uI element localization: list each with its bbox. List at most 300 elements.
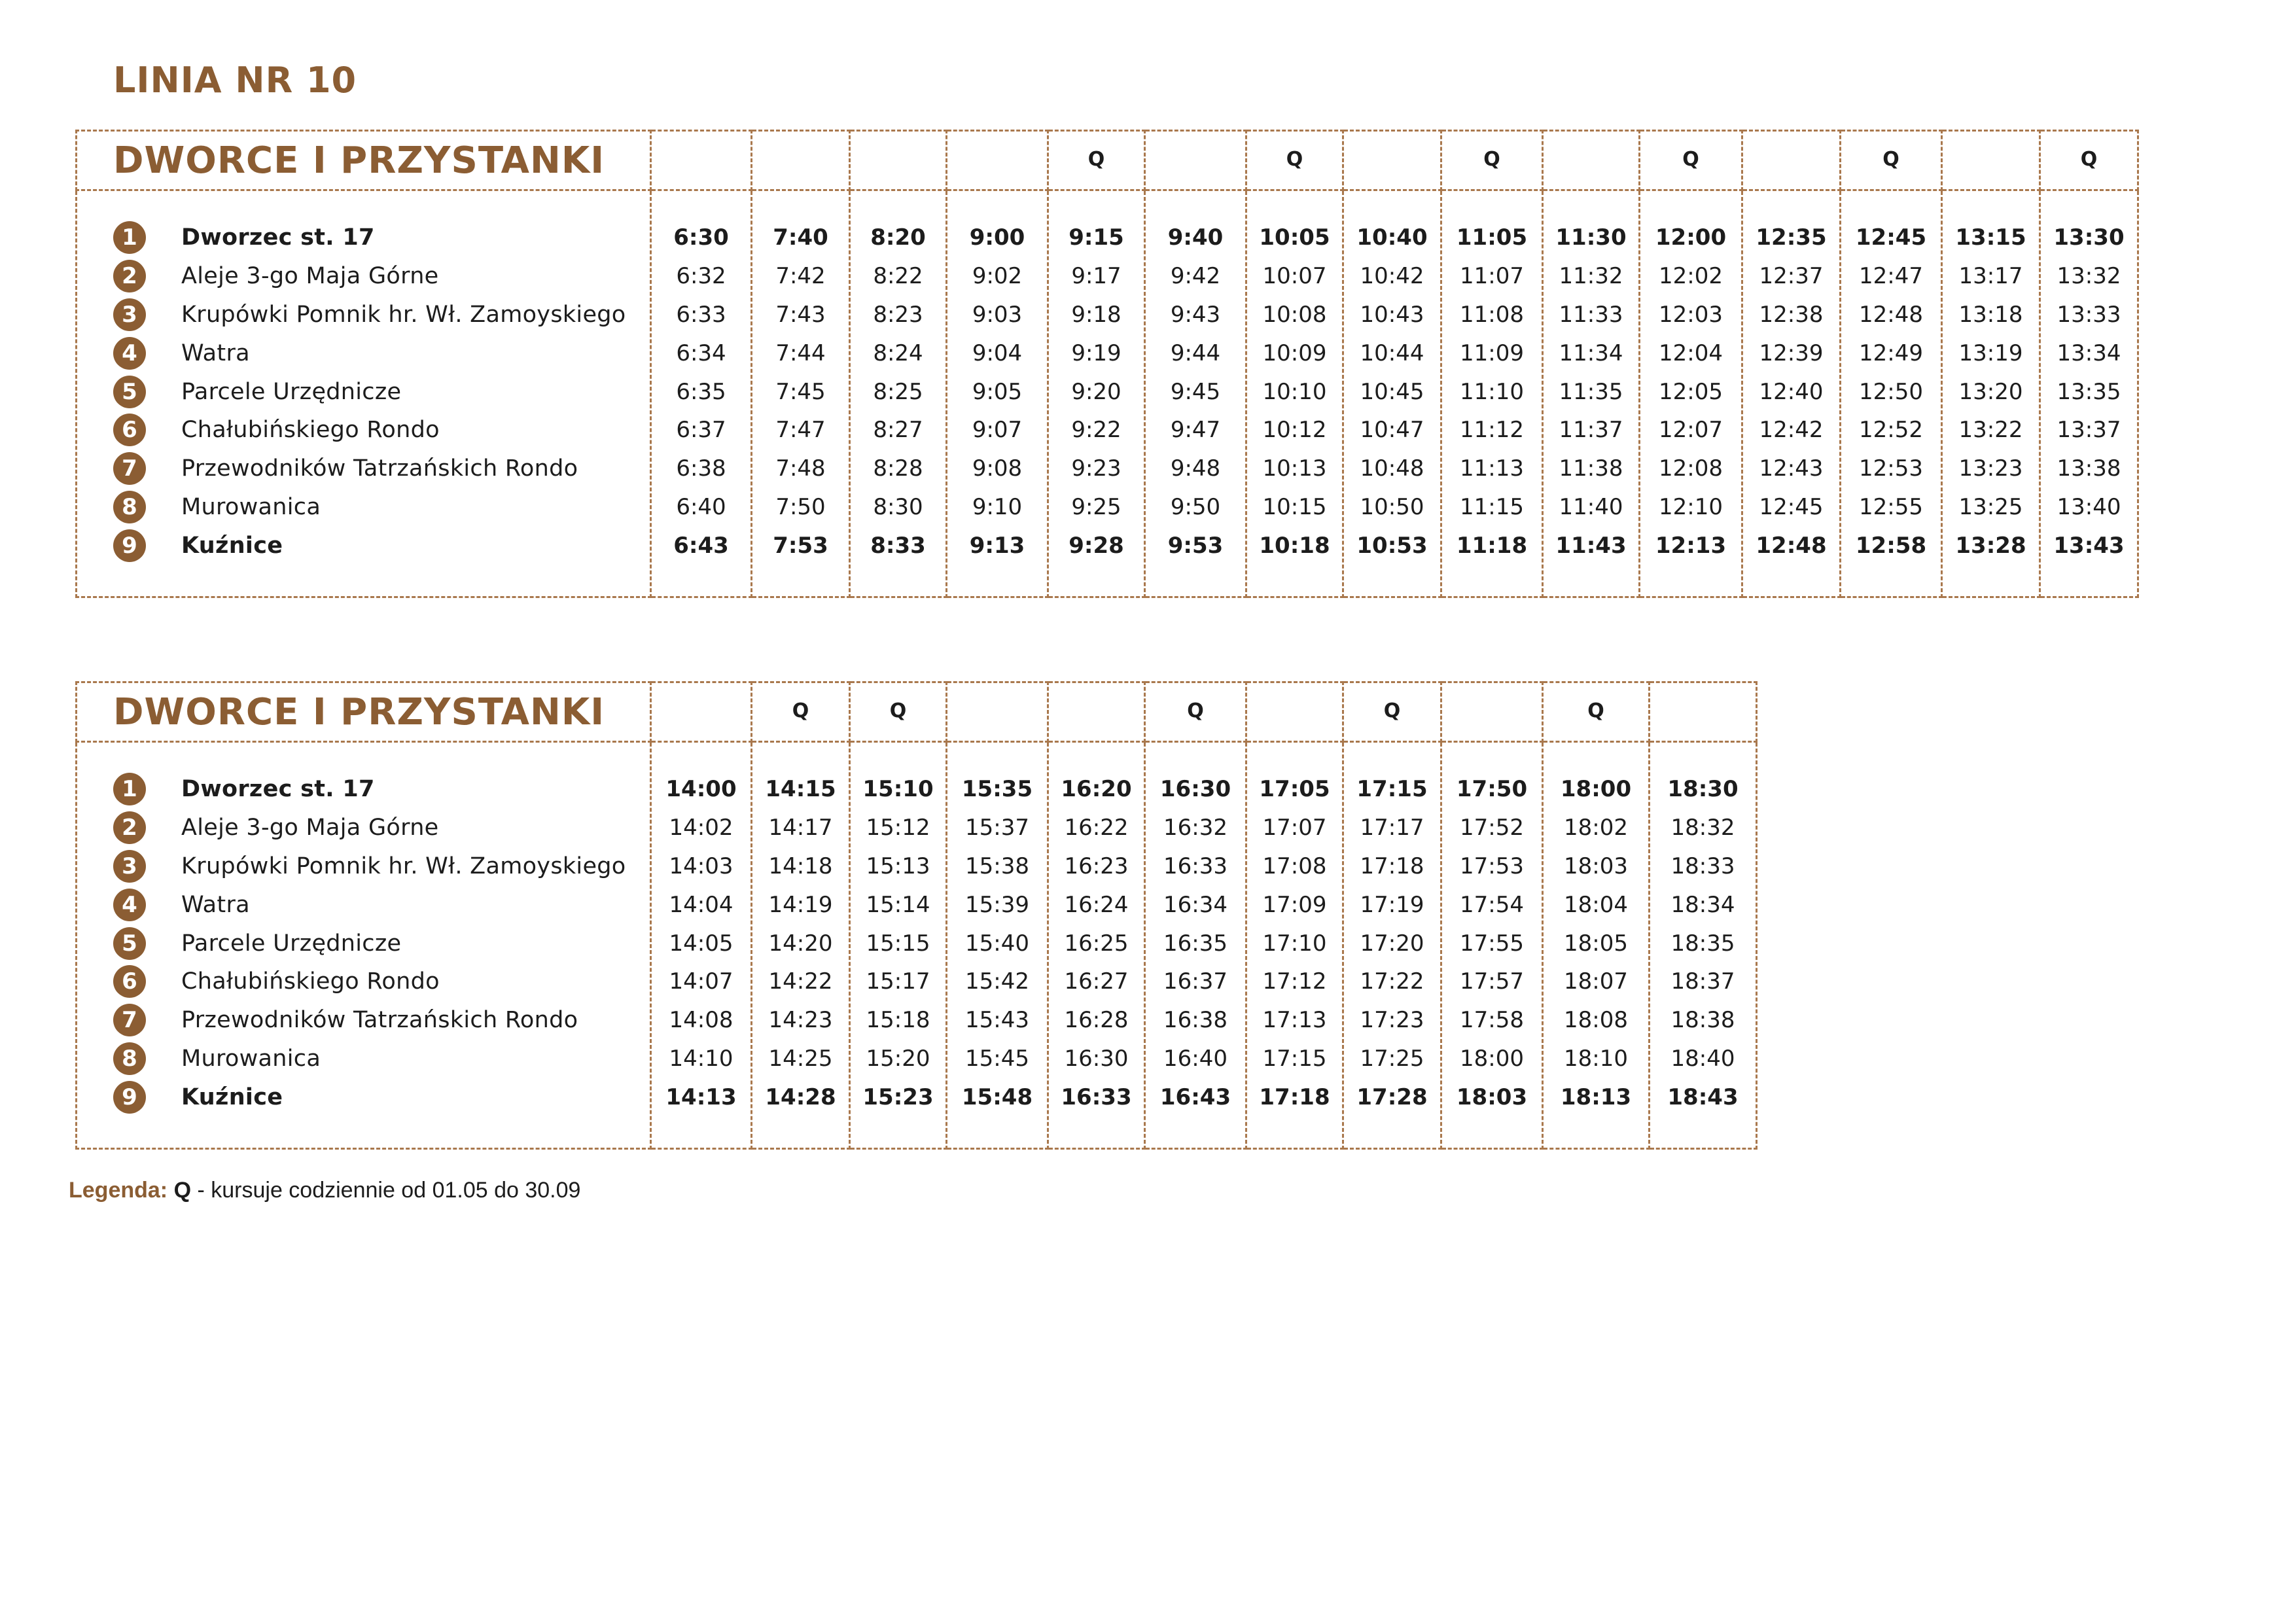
departure-time: 18:38 bbox=[1670, 1007, 1735, 1034]
departure-time: 10:15 bbox=[1262, 493, 1327, 520]
departure-time: 9:05 bbox=[972, 378, 1023, 405]
departure-time: 8:20 bbox=[870, 224, 926, 251]
departure-time: 9:15 bbox=[1069, 224, 1124, 251]
departure-time: 15:10 bbox=[862, 776, 934, 803]
stop-row bbox=[113, 962, 650, 1001]
departure-time: 7:50 bbox=[775, 493, 826, 520]
departure-time: 14:10 bbox=[669, 1045, 733, 1072]
departure-time: 12:42 bbox=[1759, 417, 1824, 444]
departure-time: 9:23 bbox=[1071, 455, 1122, 482]
departure-time: 17:12 bbox=[1262, 968, 1327, 995]
stop-row bbox=[113, 526, 650, 565]
departure-column bbox=[1247, 743, 1342, 1116]
departure-time: 11:05 bbox=[1456, 224, 1528, 251]
departure-time: 9:02 bbox=[972, 263, 1023, 290]
timetable-morning bbox=[75, 130, 2139, 598]
stop-row bbox=[113, 847, 650, 886]
departure-time: 6:33 bbox=[676, 301, 726, 328]
departure-time: 12:38 bbox=[1759, 301, 1824, 328]
departure-time: 15:42 bbox=[965, 968, 1029, 995]
departure-time: 12:05 bbox=[1659, 378, 1723, 405]
departure-time: 6:37 bbox=[676, 417, 726, 444]
departure-time: 13:20 bbox=[1958, 378, 2023, 405]
departure-time: 14:17 bbox=[768, 815, 833, 841]
departure-column bbox=[1841, 191, 1941, 565]
departure-time: 15:18 bbox=[866, 1007, 930, 1034]
departure-time: 12:35 bbox=[1756, 224, 1827, 251]
departure-time: 17:23 bbox=[1360, 1007, 1424, 1034]
departure-time: 10:08 bbox=[1262, 301, 1327, 328]
departure-time: 15:12 bbox=[866, 815, 930, 841]
departure-time: 9:28 bbox=[1069, 532, 1124, 559]
departure-time: 18:04 bbox=[1564, 891, 1628, 918]
departure-time: 10:43 bbox=[1360, 301, 1424, 328]
departure-time: 11:12 bbox=[1460, 417, 1524, 444]
column-mark bbox=[1650, 682, 1757, 742]
departure-time: 10:48 bbox=[1360, 455, 1424, 482]
departure-time: 9:45 bbox=[1170, 378, 1221, 405]
departure-time: 15:23 bbox=[862, 1084, 934, 1110]
departure-time: 13:40 bbox=[2057, 493, 2121, 520]
departure-time: 13:37 bbox=[2057, 417, 2121, 444]
departure-time: 9:03 bbox=[972, 301, 1023, 328]
stop-number-badge: 2 bbox=[113, 260, 146, 292]
departure-column bbox=[1146, 191, 1245, 565]
departure-time: 9:44 bbox=[1170, 340, 1221, 366]
departure-time: 13:38 bbox=[2057, 455, 2121, 482]
stop-row bbox=[113, 809, 650, 847]
stop-row bbox=[113, 488, 650, 527]
departure-time: 11:35 bbox=[1559, 378, 1623, 405]
departure-time: 11:38 bbox=[1559, 455, 1623, 482]
departure-time: 9:19 bbox=[1071, 340, 1122, 366]
departure-time: 7:44 bbox=[775, 340, 826, 366]
departure-time: 9:13 bbox=[969, 532, 1025, 559]
stop-number-badge: 4 bbox=[113, 889, 146, 921]
departure-time: 14:02 bbox=[669, 815, 733, 841]
departure-time: 12:45 bbox=[1759, 493, 1824, 520]
departure-time: 13:34 bbox=[2057, 340, 2121, 366]
departure-time: 13:33 bbox=[2057, 301, 2121, 328]
departure-time: 12:39 bbox=[1759, 340, 1824, 366]
departure-time: 16:25 bbox=[1064, 930, 1129, 957]
departure-time: 9:20 bbox=[1071, 378, 1122, 405]
departure-time: 10:07 bbox=[1262, 263, 1327, 290]
departure-time: 15:45 bbox=[965, 1045, 1029, 1072]
departure-time: 18:30 bbox=[1667, 776, 1739, 803]
departure-time: 16:37 bbox=[1163, 968, 1227, 995]
departure-time: 9:53 bbox=[1167, 532, 1224, 559]
stop-row bbox=[113, 257, 650, 296]
page-title: LINIA NR 10 bbox=[113, 60, 357, 101]
departure-time: 14:18 bbox=[768, 853, 833, 879]
departure-time: 9:10 bbox=[972, 493, 1023, 520]
stop-name: Przewodników Tatrzańskich Rondo bbox=[181, 1007, 578, 1034]
departure-time: 15:20 bbox=[866, 1045, 930, 1072]
departure-time: 13:43 bbox=[2053, 532, 2125, 559]
column-mark bbox=[1942, 131, 2040, 190]
column-mark: Q bbox=[1145, 682, 1246, 742]
departure-time: 9:25 bbox=[1071, 493, 1122, 520]
departure-time: 17:18 bbox=[1259, 1084, 1330, 1110]
departure-time: 18:08 bbox=[1564, 1007, 1628, 1034]
departure-time: 17:15 bbox=[1262, 1045, 1327, 1072]
stop-list bbox=[77, 191, 650, 596]
departure-time: 17:15 bbox=[1356, 776, 1428, 803]
departure-time: 11:33 bbox=[1559, 301, 1623, 328]
departure-time: 11:08 bbox=[1460, 301, 1524, 328]
departure-time: 6:32 bbox=[676, 263, 726, 290]
departure-time: 17:53 bbox=[1460, 853, 1524, 879]
departure-time: 14:07 bbox=[669, 968, 733, 995]
departure-column bbox=[1650, 743, 1756, 1116]
departure-column bbox=[947, 191, 1047, 565]
departure-time: 12:02 bbox=[1659, 263, 1723, 290]
departure-time: 12:49 bbox=[1859, 340, 1923, 366]
departure-time: 12:03 bbox=[1659, 301, 1723, 328]
departure-time: 9:42 bbox=[1170, 263, 1221, 290]
departure-time: 15:14 bbox=[866, 891, 930, 918]
departure-time: 13:30 bbox=[2053, 224, 2125, 251]
departure-time: 18:05 bbox=[1564, 930, 1628, 957]
departure-time: 11:09 bbox=[1460, 340, 1524, 366]
departure-time: 9:47 bbox=[1170, 417, 1221, 444]
column-mark bbox=[947, 682, 1048, 742]
departure-time: 14:20 bbox=[768, 930, 833, 957]
departure-time: 6:40 bbox=[676, 493, 726, 520]
stop-number-badge: 2 bbox=[113, 811, 146, 844]
departure-time: 15:13 bbox=[866, 853, 930, 879]
column-mark bbox=[1246, 682, 1343, 742]
legend-text: - kursuje codziennie od 01.05 do 30.09 bbox=[191, 1178, 581, 1203]
departure-time: 6:30 bbox=[673, 224, 729, 251]
departure-time: 10:45 bbox=[1360, 378, 1424, 405]
departure-column bbox=[1943, 191, 2039, 565]
departure-time: 17:25 bbox=[1360, 1045, 1424, 1072]
departure-time: 17:10 bbox=[1262, 930, 1327, 957]
departure-time: 9:07 bbox=[972, 417, 1023, 444]
timetable-afternoon bbox=[75, 681, 1757, 1150]
departure-time: 18:33 bbox=[1670, 853, 1735, 879]
departure-time: 14:25 bbox=[768, 1045, 833, 1072]
departure-time: 14:13 bbox=[665, 1084, 737, 1110]
departure-time: 17:50 bbox=[1456, 776, 1528, 803]
departure-time: 9:40 bbox=[1167, 224, 1224, 251]
departure-time: 10:05 bbox=[1259, 224, 1330, 251]
legend-symbol: Q bbox=[173, 1178, 192, 1203]
departure-column bbox=[1640, 191, 1741, 565]
departure-time: 15:48 bbox=[961, 1084, 1033, 1110]
departure-time: 14:23 bbox=[768, 1007, 833, 1034]
stop-number-badge: 1 bbox=[113, 773, 146, 805]
departure-time: 8:25 bbox=[873, 378, 923, 405]
departure-time: 14:28 bbox=[765, 1084, 836, 1110]
departure-time: 16:23 bbox=[1064, 853, 1129, 879]
departure-time: 8:22 bbox=[873, 263, 923, 290]
stop-number-badge: 7 bbox=[113, 1004, 146, 1036]
departure-time: 17:54 bbox=[1460, 891, 1524, 918]
departure-time: 12:52 bbox=[1859, 417, 1923, 444]
departure-time: 17:13 bbox=[1262, 1007, 1327, 1034]
departure-time: 18:03 bbox=[1456, 1084, 1528, 1110]
departure-time: 14:19 bbox=[768, 891, 833, 918]
stop-name: Parcele Urzędnicze bbox=[181, 378, 402, 405]
departure-time: 17:22 bbox=[1360, 968, 1424, 995]
departure-time: 8:24 bbox=[873, 340, 923, 366]
departure-time: 14:03 bbox=[669, 853, 733, 879]
departure-time: 16:43 bbox=[1159, 1084, 1231, 1110]
table-header-label: DWORCE I PRZYSTANKI bbox=[77, 131, 651, 190]
departure-time: 18:07 bbox=[1564, 968, 1628, 995]
departure-column bbox=[947, 743, 1047, 1116]
column-mark bbox=[1742, 131, 1841, 190]
departure-time: 9:18 bbox=[1071, 301, 1122, 328]
departure-column bbox=[1344, 191, 1440, 565]
stop-number-badge: 3 bbox=[113, 298, 146, 331]
column-mark: Q bbox=[1048, 131, 1145, 190]
departure-time: 10:09 bbox=[1262, 340, 1327, 366]
departure-time: 12:07 bbox=[1659, 417, 1723, 444]
departure-time: 17:55 bbox=[1460, 930, 1524, 957]
stop-row bbox=[113, 372, 650, 411]
stop-row bbox=[113, 885, 650, 924]
stop-number-badge: 7 bbox=[113, 452, 146, 485]
departure-time: 14:15 bbox=[765, 776, 836, 803]
departure-time: 12:40 bbox=[1759, 378, 1824, 405]
column-mark: Q bbox=[2040, 131, 2138, 190]
departure-time: 10:42 bbox=[1360, 263, 1424, 290]
column-mark bbox=[651, 682, 752, 742]
departure-time: 10:40 bbox=[1356, 224, 1428, 251]
stop-number-badge: 5 bbox=[113, 927, 146, 960]
departure-time: 10:12 bbox=[1262, 417, 1327, 444]
stop-row bbox=[113, 770, 650, 809]
departure-time: 11:34 bbox=[1559, 340, 1623, 366]
departure-time: 7:42 bbox=[775, 263, 826, 290]
departure-time: 9:17 bbox=[1071, 263, 1122, 290]
stop-row bbox=[113, 1040, 650, 1078]
departure-time: 18:40 bbox=[1670, 1045, 1735, 1072]
column-mark: Q bbox=[1343, 682, 1441, 742]
stop-name: Parcele Urzędnicze bbox=[181, 930, 402, 957]
column-mark bbox=[651, 131, 752, 190]
departure-time: 8:23 bbox=[873, 301, 923, 328]
departure-time: 16:40 bbox=[1163, 1045, 1227, 1072]
departure-time: 10:50 bbox=[1360, 493, 1424, 520]
stop-name: Murowanica bbox=[181, 1045, 321, 1072]
departure-time: 18:10 bbox=[1564, 1045, 1628, 1072]
stop-name: Chałubińskiego Rondo bbox=[181, 968, 440, 995]
departure-time: 9:43 bbox=[1170, 301, 1221, 328]
stop-row bbox=[113, 411, 650, 450]
departure-time: 8:33 bbox=[870, 532, 926, 559]
stop-row bbox=[113, 450, 650, 488]
column-mark bbox=[1343, 131, 1441, 190]
column-mark bbox=[850, 131, 947, 190]
departure-time: 11:43 bbox=[1555, 532, 1627, 559]
stop-row bbox=[113, 296, 650, 334]
departure-time: 6:35 bbox=[676, 378, 726, 405]
departure-time: 12:04 bbox=[1659, 340, 1723, 366]
departure-time: 15:43 bbox=[965, 1007, 1029, 1034]
departure-time: 8:28 bbox=[873, 455, 923, 482]
departure-time: 13:15 bbox=[1955, 224, 2026, 251]
departure-time: 15:35 bbox=[961, 776, 1033, 803]
legend-label: Legenda: bbox=[69, 1178, 168, 1203]
departure-time: 12:13 bbox=[1655, 532, 1727, 559]
departure-time: 17:17 bbox=[1360, 815, 1424, 841]
departure-time: 17:57 bbox=[1460, 968, 1524, 995]
departure-column bbox=[1247, 191, 1342, 565]
stop-name: Watra bbox=[181, 891, 250, 918]
departure-time: 15:37 bbox=[965, 815, 1029, 841]
departure-time: 14:22 bbox=[768, 968, 833, 995]
stop-name: Chałubińskiego Rondo bbox=[181, 417, 440, 444]
stop-name: Aleje 3-go Maja Górne bbox=[181, 263, 439, 290]
column-mark: Q bbox=[850, 682, 947, 742]
column-mark bbox=[1441, 682, 1543, 742]
stop-number-badge: 4 bbox=[113, 337, 146, 370]
departure-time: 7:43 bbox=[775, 301, 826, 328]
legend bbox=[69, 1178, 580, 1203]
stop-name: Aleje 3-go Maja Górne bbox=[181, 815, 439, 841]
departure-time: 8:30 bbox=[873, 493, 923, 520]
stop-name: Kuźnice bbox=[181, 532, 283, 559]
departure-time: 10:47 bbox=[1360, 417, 1424, 444]
departure-time: 16:22 bbox=[1064, 815, 1129, 841]
column-mark bbox=[1543, 131, 1640, 190]
stop-name: Kuźnice bbox=[181, 1084, 283, 1110]
departure-time: 17:19 bbox=[1360, 891, 1424, 918]
column-mark bbox=[752, 131, 850, 190]
departure-time: 14:04 bbox=[669, 891, 733, 918]
departure-column bbox=[1344, 743, 1440, 1116]
departure-time: 18:34 bbox=[1670, 891, 1735, 918]
departure-time: 7:47 bbox=[775, 417, 826, 444]
column-mark: Q bbox=[1246, 131, 1343, 190]
departure-time: 12:08 bbox=[1659, 455, 1723, 482]
departure-time: 18:00 bbox=[1560, 776, 1632, 803]
departure-time: 15:40 bbox=[965, 930, 1029, 957]
stop-number-badge: 8 bbox=[113, 491, 146, 523]
departure-time: 10:18 bbox=[1259, 532, 1330, 559]
departure-time: 17:28 bbox=[1356, 1084, 1428, 1110]
stop-name: Przewodników Tatrzańskich Rondo bbox=[181, 455, 578, 482]
departure-time: 13:22 bbox=[1958, 417, 2023, 444]
departure-time: 9:00 bbox=[969, 224, 1025, 251]
column-mark bbox=[1145, 131, 1246, 190]
departure-time: 13:18 bbox=[1958, 301, 2023, 328]
departure-time: 16:35 bbox=[1163, 930, 1227, 957]
departure-time: 12:53 bbox=[1859, 455, 1923, 482]
stop-name: Dworzec st. 17 bbox=[181, 776, 375, 803]
column-mark: Q bbox=[752, 682, 850, 742]
departure-time: 17:58 bbox=[1460, 1007, 1524, 1034]
departure-column bbox=[1442, 743, 1542, 1116]
departure-time: 12:50 bbox=[1859, 378, 1923, 405]
departure-time: 11:10 bbox=[1460, 378, 1524, 405]
departure-time: 17:52 bbox=[1460, 815, 1524, 841]
departure-time: 13:25 bbox=[1958, 493, 2023, 520]
departure-time: 12:48 bbox=[1756, 532, 1827, 559]
departure-time: 7:40 bbox=[773, 224, 828, 251]
departure-time: 9:48 bbox=[1170, 455, 1221, 482]
departure-column bbox=[1743, 191, 1839, 565]
departure-time: 14:08 bbox=[669, 1007, 733, 1034]
departure-time: 10:44 bbox=[1360, 340, 1424, 366]
stop-name: Krupówki Pomnik hr. Wł. Zamoyskiego bbox=[181, 301, 626, 328]
stop-number-badge: 6 bbox=[113, 414, 146, 446]
departure-time: 15:17 bbox=[866, 968, 930, 995]
departure-time: 11:40 bbox=[1559, 493, 1623, 520]
departure-time: 14:05 bbox=[669, 930, 733, 957]
departure-time: 11:37 bbox=[1559, 417, 1623, 444]
departure-time: 16:33 bbox=[1061, 1084, 1132, 1110]
departure-time: 17:09 bbox=[1262, 891, 1327, 918]
departure-column bbox=[1146, 743, 1245, 1116]
departure-time: 12:00 bbox=[1655, 224, 1727, 251]
stop-name: Krupówki Pomnik hr. Wł. Zamoyskiego bbox=[181, 853, 626, 879]
departure-time: 13:17 bbox=[1958, 263, 2023, 290]
departure-time: 11:15 bbox=[1460, 493, 1524, 520]
departure-time: 7:48 bbox=[775, 455, 826, 482]
departure-time: 13:28 bbox=[1955, 532, 2026, 559]
departure-time: 13:23 bbox=[1958, 455, 2023, 482]
stop-number-badge: 9 bbox=[113, 529, 146, 562]
departure-column bbox=[1049, 743, 1144, 1116]
departure-time: 16:38 bbox=[1163, 1007, 1227, 1034]
column-mark: Q bbox=[1543, 682, 1650, 742]
departure-time: 14:00 bbox=[665, 776, 737, 803]
departure-time: 16:24 bbox=[1064, 891, 1129, 918]
departure-time: 16:30 bbox=[1159, 776, 1231, 803]
departure-time: 17:05 bbox=[1259, 776, 1330, 803]
departure-time: 18:03 bbox=[1564, 853, 1628, 879]
stop-row bbox=[113, 924, 650, 962]
stop-name: Watra bbox=[181, 340, 250, 366]
departure-time: 13:19 bbox=[1958, 340, 2023, 366]
departure-column bbox=[652, 191, 751, 565]
departure-time: 9:22 bbox=[1071, 417, 1122, 444]
stop-name: Dworzec st. 17 bbox=[181, 224, 375, 251]
departure-time: 17:18 bbox=[1360, 853, 1424, 879]
departure-column bbox=[851, 191, 945, 565]
departure-time: 18:37 bbox=[1670, 968, 1735, 995]
stop-row bbox=[113, 334, 650, 372]
column-mark: Q bbox=[1841, 131, 1942, 190]
column-mark: Q bbox=[1441, 131, 1543, 190]
departure-time: 17:08 bbox=[1262, 853, 1327, 879]
departure-column bbox=[1049, 191, 1144, 565]
departure-time: 12:58 bbox=[1855, 532, 1927, 559]
departure-time: 10:10 bbox=[1262, 378, 1327, 405]
departure-time: 16:34 bbox=[1163, 891, 1227, 918]
departure-time: 13:32 bbox=[2057, 263, 2121, 290]
departure-time: 8:27 bbox=[873, 417, 923, 444]
departure-time: 10:13 bbox=[1262, 455, 1327, 482]
departure-time: 18:00 bbox=[1460, 1045, 1524, 1072]
stop-name: Murowanica bbox=[181, 493, 321, 520]
departure-time: 12:47 bbox=[1859, 263, 1923, 290]
departure-time: 18:35 bbox=[1670, 930, 1735, 957]
departure-time: 16:28 bbox=[1064, 1007, 1129, 1034]
departure-time: 12:48 bbox=[1859, 301, 1923, 328]
departure-time: 18:13 bbox=[1560, 1084, 1632, 1110]
departure-time: 7:53 bbox=[773, 532, 828, 559]
departure-column bbox=[752, 743, 849, 1116]
stop-row bbox=[113, 219, 650, 257]
departure-column bbox=[2041, 191, 2137, 565]
